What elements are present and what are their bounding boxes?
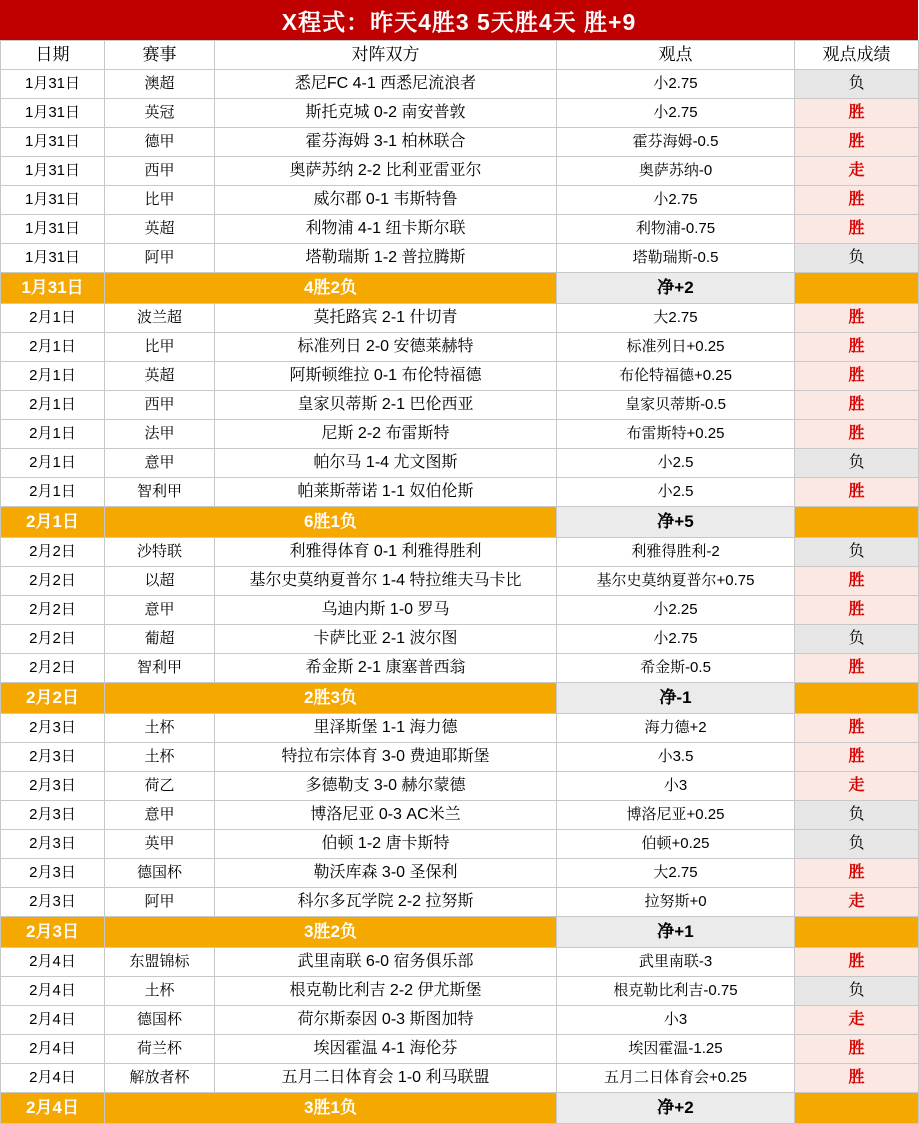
cell-view: 小2.75 [557,99,795,128]
cell-view: 皇家贝蒂斯-0.5 [557,391,795,420]
summary-net: 净+2 [557,273,795,304]
cell-result: 负 [795,449,919,478]
cell-date: 2月2日 [1,596,105,625]
summary-date: 2月2日 [1,683,105,714]
cell-match: 特拉布宗体育 3-0 费迪耶斯堡 [215,743,557,772]
cell-league: 智利甲 [105,654,215,683]
cell-view: 小3.5 [557,743,795,772]
cell-match: 希金斯 2-1 康塞普西翁 [215,654,557,683]
summary-spacer [795,917,919,948]
cell-league: 英冠 [105,99,215,128]
cell-view: 小3 [557,1006,795,1035]
summary-record: 2胜3负 [105,683,557,714]
cell-match: 尼斯 2-2 布雷斯特 [215,420,557,449]
cell-match: 皇家贝蒂斯 2-1 巴伦西亚 [215,391,557,420]
cell-match: 里泽斯堡 1-1 海力德 [215,714,557,743]
cell-view: 塔勒瑞斯-0.5 [557,244,795,273]
cell-league: 葡超 [105,625,215,654]
cell-league: 德国杯 [105,859,215,888]
table-row [1,420,919,449]
cell-league: 比甲 [105,186,215,215]
cell-match: 阿斯顿维拉 0-1 布伦特福德 [215,362,557,391]
summary-record: 3胜1负 [105,1093,557,1124]
page-title-bar [0,0,918,40]
cell-view: 布伦特福德+0.25 [557,362,795,391]
cell-match: 荷尔斯泰因 0-3 斯图加特 [215,1006,557,1035]
cell-date: 2月3日 [1,714,105,743]
cell-result: 胜 [795,99,919,128]
table-row [1,99,919,128]
cell-date: 2月4日 [1,1006,105,1035]
cell-result: 负 [795,244,919,273]
cell-match: 博洛尼亚 0-3 AC米兰 [215,801,557,830]
table-row [1,977,919,1006]
cell-match: 根克勒比利吉 2-2 伊尤斯堡 [215,977,557,1006]
cell-view: 大2.75 [557,859,795,888]
table-row [1,567,919,596]
cell-match: 多德勒支 3-0 赫尔蒙德 [215,772,557,801]
cell-date: 2月2日 [1,625,105,654]
table-row [1,830,919,859]
table-header-row [1,41,919,70]
table-row [1,70,919,99]
cell-date: 1月31日 [1,244,105,273]
cell-match: 埃因霍温 4-1 海伦芬 [215,1035,557,1064]
cell-league: 意甲 [105,449,215,478]
cell-view: 小2.75 [557,625,795,654]
cell-result: 胜 [795,654,919,683]
table-row [1,449,919,478]
summary-net: 净+2 [557,1093,795,1124]
summary-row [1,917,919,948]
table-row [1,215,919,244]
cell-result: 胜 [795,948,919,977]
cell-view: 武里南联-3 [557,948,795,977]
table-row [1,743,919,772]
table-row [1,888,919,917]
table-header [1,41,919,70]
summary-spacer [795,1093,919,1124]
column-header-league: 赛事 [105,41,215,70]
table-row [1,1035,919,1064]
table-row [1,538,919,567]
table-row [1,714,919,743]
summary-date: 2月4日 [1,1093,105,1124]
cell-match: 霍芬海姆 3-1 柏林联合 [215,128,557,157]
column-header-result: 观点成绩 [795,41,919,70]
cell-result: 负 [795,830,919,859]
summary-row [1,683,919,714]
cell-date: 2月3日 [1,772,105,801]
cell-view: 埃因霍温-1.25 [557,1035,795,1064]
cell-league: 德国杯 [105,1006,215,1035]
cell-match: 勒沃库森 3-0 圣保利 [215,859,557,888]
cell-view: 五月二日体育会+0.25 [557,1064,795,1093]
cell-result: 负 [795,977,919,1006]
table-row [1,625,919,654]
cell-result: 负 [795,801,919,830]
table-row [1,304,919,333]
column-header-date: 日期 [1,41,105,70]
cell-result: 负 [795,538,919,567]
cell-date: 2月1日 [1,391,105,420]
cell-league: 荷兰杯 [105,1035,215,1064]
cell-league: 以超 [105,567,215,596]
cell-league: 英超 [105,362,215,391]
cell-league: 英超 [105,215,215,244]
cell-result: 走 [795,888,919,917]
cell-view: 小2.75 [557,186,795,215]
results-table [0,40,919,1124]
cell-view: 小2.5 [557,449,795,478]
cell-league: 土杯 [105,977,215,1006]
cell-result: 胜 [795,333,919,362]
cell-match: 帕尔马 1-4 尤文图斯 [215,449,557,478]
table-row [1,391,919,420]
cell-result: 胜 [795,128,919,157]
cell-view: 海力德+2 [557,714,795,743]
cell-result: 胜 [795,714,919,743]
table-row [1,157,919,186]
cell-date: 2月3日 [1,801,105,830]
cell-result: 胜 [795,362,919,391]
cell-league: 波兰超 [105,304,215,333]
summary-net: 净-1 [557,683,795,714]
cell-match: 奥萨苏纳 2-2 比利亚雷亚尔 [215,157,557,186]
cell-view: 标准列日+0.25 [557,333,795,362]
cell-match: 莫托路宾 2-1 什切青 [215,304,557,333]
cell-result: 胜 [795,420,919,449]
cell-match: 威尔郡 0-1 韦斯特鲁 [215,186,557,215]
cell-view: 小2.5 [557,478,795,507]
cell-date: 2月4日 [1,1035,105,1064]
cell-date: 2月4日 [1,977,105,1006]
cell-date: 2月2日 [1,538,105,567]
cell-league: 智利甲 [105,478,215,507]
cell-result: 走 [795,772,919,801]
summary-row [1,273,919,304]
column-header-match: 对阵双方 [215,41,557,70]
cell-date: 1月31日 [1,128,105,157]
table-row [1,772,919,801]
cell-league: 比甲 [105,333,215,362]
cell-result: 胜 [795,478,919,507]
cell-league: 荷乙 [105,772,215,801]
cell-match: 卡萨比亚 2-1 波尔图 [215,625,557,654]
cell-league: 意甲 [105,596,215,625]
cell-date: 1月31日 [1,215,105,244]
cell-league: 土杯 [105,743,215,772]
cell-league: 沙特联 [105,538,215,567]
table-row [1,948,919,977]
table-row [1,478,919,507]
cell-date: 2月3日 [1,743,105,772]
cell-result: 胜 [795,596,919,625]
cell-view: 拉努斯+0 [557,888,795,917]
table-row [1,128,919,157]
summary-spacer [795,683,919,714]
table-row [1,1064,919,1093]
cell-league: 阿甲 [105,244,215,273]
summary-date: 2月3日 [1,917,105,948]
cell-view: 小2.25 [557,596,795,625]
cell-result: 胜 [795,186,919,215]
cell-date: 2月3日 [1,830,105,859]
cell-date: 2月2日 [1,567,105,596]
cell-view: 大2.75 [557,304,795,333]
cell-date: 1月31日 [1,157,105,186]
cell-date: 1月31日 [1,70,105,99]
summary-row [1,507,919,538]
summary-row [1,1093,919,1124]
table-row [1,859,919,888]
cell-view: 布雷斯特+0.25 [557,420,795,449]
summary-record: 3胜2负 [105,917,557,948]
cell-result: 胜 [795,1035,919,1064]
cell-league: 西甲 [105,391,215,420]
cell-date: 2月1日 [1,304,105,333]
cell-view: 希金斯-0.5 [557,654,795,683]
summary-net: 净+1 [557,917,795,948]
cell-league: 解放者杯 [105,1064,215,1093]
cell-league: 意甲 [105,801,215,830]
cell-league: 法甲 [105,420,215,449]
table-row [1,333,919,362]
cell-date: 2月1日 [1,449,105,478]
table-row [1,1006,919,1035]
cell-result: 胜 [795,304,919,333]
summary-spacer [795,273,919,304]
cell-date: 2月1日 [1,478,105,507]
cell-view: 根克勒比利吉-0.75 [557,977,795,1006]
cell-date: 2月1日 [1,333,105,362]
cell-result: 胜 [795,743,919,772]
cell-view: 伯顿+0.25 [557,830,795,859]
cell-result: 走 [795,157,919,186]
cell-match: 基尔史莫纳夏普尔 1-4 特拉维夫马卡比 [215,567,557,596]
cell-date: 2月4日 [1,1064,105,1093]
cell-view: 利雅得胜利-2 [557,538,795,567]
cell-view: 博洛尼亚+0.25 [557,801,795,830]
table-row [1,654,919,683]
cell-view: 基尔史莫纳夏普尔+0.75 [557,567,795,596]
cell-match: 伯顿 1-2 唐卡斯特 [215,830,557,859]
cell-view: 利物浦-0.75 [557,215,795,244]
cell-date: 2月4日 [1,948,105,977]
cell-date: 2月3日 [1,859,105,888]
table-row [1,244,919,273]
cell-date: 2月1日 [1,362,105,391]
cell-league: 西甲 [105,157,215,186]
cell-result: 走 [795,1006,919,1035]
cell-result: 胜 [795,859,919,888]
cell-result: 胜 [795,391,919,420]
summary-date: 2月1日 [1,507,105,538]
cell-match: 乌迪内斯 1-0 罗马 [215,596,557,625]
cell-date: 2月1日 [1,420,105,449]
cell-result: 胜 [795,215,919,244]
summary-record: 4胜2负 [105,273,557,304]
table-row [1,596,919,625]
cell-match: 武里南联 6-0 宿务俱乐部 [215,948,557,977]
table-row [1,186,919,215]
cell-match: 帕莱斯蒂诺 1-1 奴伯伦斯 [215,478,557,507]
cell-match: 利物浦 4-1 纽卡斯尔联 [215,215,557,244]
cell-view: 霍芬海姆-0.5 [557,128,795,157]
cell-match: 斯托克城 0-2 南安普敦 [215,99,557,128]
column-header-view: 观点 [557,41,795,70]
cell-match: 悉尼FC 4-1 西悉尼流浪者 [215,70,557,99]
cell-result: 胜 [795,1064,919,1093]
summary-net: 净+5 [557,507,795,538]
cell-result: 负 [795,70,919,99]
cell-view: 奥萨苏纳-0 [557,157,795,186]
cell-date: 2月2日 [1,654,105,683]
cell-league: 英甲 [105,830,215,859]
cell-result: 负 [795,625,919,654]
cell-date: 2月3日 [1,888,105,917]
cell-league: 东盟锦标 [105,948,215,977]
page-title: X程式：昨天4胜3 5天胜4天 胜+9 [281,8,637,35]
cell-match: 标准列日 2-0 安德莱赫特 [215,333,557,362]
cell-result: 胜 [795,567,919,596]
table-row [1,801,919,830]
table-row [1,362,919,391]
cell-match: 塔勒瑞斯 1-2 普拉腾斯 [215,244,557,273]
summary-record: 6胜1负 [105,507,557,538]
summary-spacer [795,507,919,538]
cell-match: 利雅得体育 0-1 利雅得胜利 [215,538,557,567]
cell-view: 小2.75 [557,70,795,99]
cell-date: 1月31日 [1,186,105,215]
cell-view: 小3 [557,772,795,801]
cell-match: 科尔多瓦学院 2-2 拉努斯 [215,888,557,917]
cell-date: 1月31日 [1,99,105,128]
cell-league: 阿甲 [105,888,215,917]
summary-date: 1月31日 [1,273,105,304]
cell-league: 土杯 [105,714,215,743]
table-body [1,70,919,1124]
cell-match: 五月二日体育会 1-0 利马联盟 [215,1064,557,1093]
cell-league: 澳超 [105,70,215,99]
cell-league: 德甲 [105,128,215,157]
